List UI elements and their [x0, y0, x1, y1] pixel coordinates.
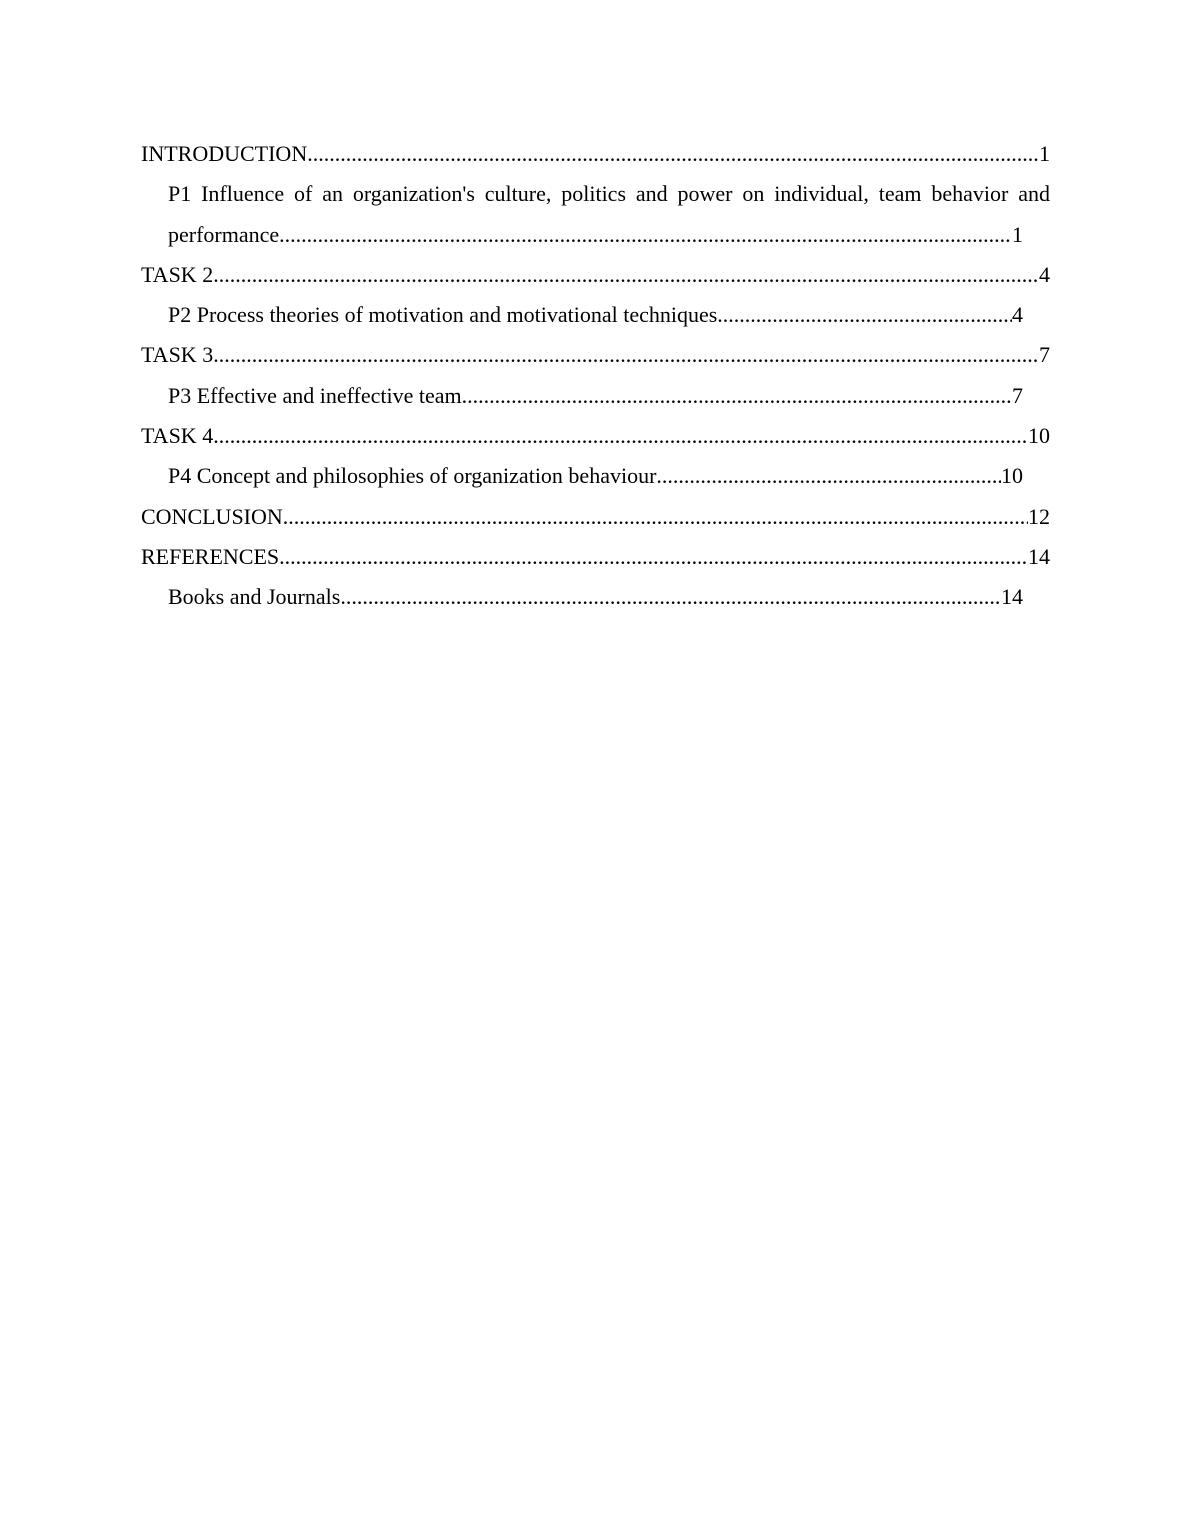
toc-page-number: 1	[1039, 141, 1050, 166]
toc-entry-label-line1: P1 Influence of an organization's culture, politics and power on individual, team behavior and	[168, 181, 1050, 207]
toc-entry-p3[interactable]	[168, 376, 1023, 416]
toc-leader-dots	[279, 537, 1028, 577]
toc-entry-label-line2: performance	[168, 221, 280, 247]
toc-page-number: 10	[1001, 463, 1023, 489]
toc-leader-dots	[213, 335, 1039, 375]
toc-entry-p4[interactable]	[168, 456, 1023, 496]
toc-page-number: 14	[1001, 584, 1023, 610]
toc-leader-dots	[307, 134, 1039, 174]
toc-entry-label: REFERENCES	[141, 543, 280, 569]
toc-leader-dots	[656, 456, 1001, 496]
toc-page-number: 7	[1012, 382, 1023, 408]
toc-leader-dots	[717, 295, 1012, 335]
toc-page-number: 12	[1028, 503, 1050, 529]
toc-entry-books-and-journals[interactable]	[168, 577, 1023, 617]
toc-leader-dots	[340, 577, 1001, 617]
toc-entry-label: Books and Journals	[168, 584, 341, 610]
toc-page-number: 7	[1039, 342, 1050, 368]
toc-entry-label: TASK 4	[141, 423, 214, 449]
toc-entry-p1[interactable]	[168, 174, 1050, 214]
toc-entry-task3[interactable]	[141, 335, 1050, 375]
toc-leader-dots	[213, 255, 1039, 295]
toc-entry-task4[interactable]	[141, 416, 1050, 456]
toc-entry-introduction[interactable]	[141, 134, 1050, 174]
toc-entry-label: CONCLUSION	[141, 503, 283, 529]
toc-page-number: 10	[1028, 423, 1050, 449]
toc-entry-label: P3 Effective and ineffective team	[168, 382, 462, 408]
toc-leader-dots	[279, 215, 1012, 255]
toc-page-number: 1	[1012, 221, 1023, 247]
toc-entry-label: INTRODUCTION	[141, 141, 308, 166]
toc-entry-task2[interactable]	[141, 255, 1050, 295]
toc-leader-dots	[283, 497, 1028, 537]
table-of-contents	[141, 134, 1050, 618]
toc-page-number: 4	[1039, 261, 1050, 287]
toc-page-number: 4	[1012, 302, 1023, 328]
toc-leader-dots	[462, 376, 1012, 416]
toc-entry-label: TASK 3	[141, 342, 214, 368]
toc-entry-references[interactable]	[141, 537, 1050, 577]
toc-entry-label: P2 Process theories of motivation and motivational techniques	[168, 302, 718, 328]
toc-page-number: 14	[1028, 543, 1050, 569]
toc-entry-p1-continued[interactable]	[168, 215, 1023, 255]
toc-entry-label: P4 Concept and philosophies of organization behaviour	[168, 463, 657, 489]
toc-leader-dots	[213, 416, 1028, 456]
toc-entry-p2[interactable]	[168, 295, 1023, 335]
toc-entry-conclusion[interactable]	[141, 497, 1050, 537]
toc-entry-label: TASK 2	[141, 261, 214, 287]
